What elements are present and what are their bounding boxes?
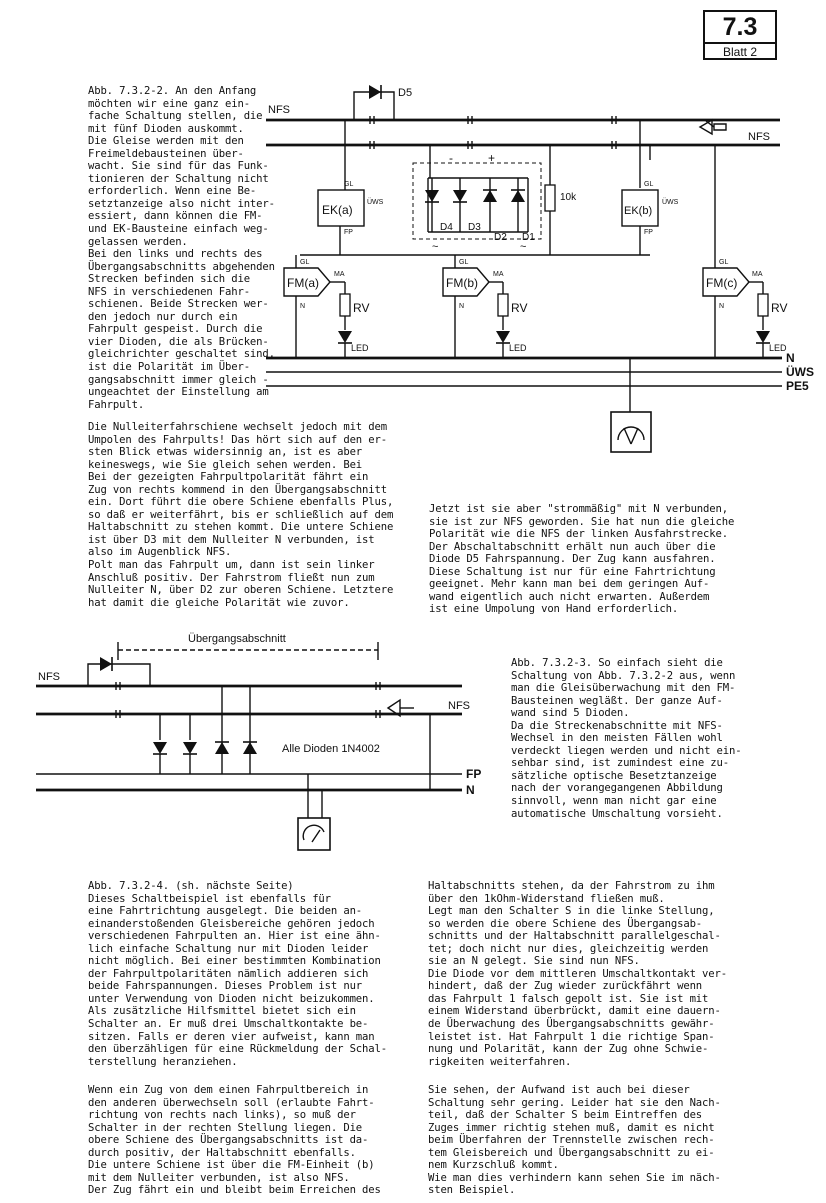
svg-text:N: N (459, 303, 465, 310)
fm-b-module (443, 255, 527, 358)
svg-text:FM(b): FM(b) (446, 276, 478, 290)
svg-text:NFS: NFS (448, 700, 470, 712)
svg-text:LED: LED (769, 343, 787, 353)
label-d5: D5 (398, 87, 413, 99)
svg-text:-: - (449, 151, 453, 165)
paragraph-haltabschnitt: Haltabschnitts stehen, da der Fahrstrom zu ihm über den 1kOhm-Widerstand fließen muß. Legt man den Schalter S in die linke Stellung, so werden die obere Schiene des Übergangsab- schnitts und der Haltabschnitt parallelgeschal- tet; doch nicht nur dies, gleichzeitig werden sie an N gelegt. Sie sind nun NFS. Die Diode vor dem mittleren Umschaltkontakt ver- hindert, daß der Zug wieder zurückfährt wenn das Fahrpult 1 falsch gepolt ist. Sie ist mit einem Widerstand überbrückt, damit eine dauern- de Überwachung des Übergangsabschnitts gewähr- leistet ist. Hat Fahrpult 1 die richtige Span- nung und Polarität, kann der Zug ohne Schwie- rigkeiten weiterfahren. (428, 880, 727, 1068)
paragraph-strommaessig: Jetzt ist sie aber "strommäßig" mit N verbunden, sie ist zur NFS geworden. Sie hat nun die gleiche Polarität wie die NFS der linken Ausfahrstrecke. Der Abschaltabschnitt erhält nun auch über die Diode D5 Fahrspannung. Der Zug kann ausfahren. Diese Schaltung ist nur für eine Fahrtrichtung geeignet. Mehr kann man bei dem geringen Auf- wand eigentlich auch nicht erwarten. Außerdem ist eine Umpolung von Hand erforderlich. (429, 503, 735, 616)
svg-text:NFS: NFS (38, 671, 60, 683)
svg-text:LED: LED (351, 343, 369, 353)
svg-text:FM(c): FM(c) (706, 276, 738, 290)
svg-text:MA: MA (334, 271, 345, 278)
svg-text:N: N (300, 303, 306, 310)
caption-fig-7-3-2-3: Abb. 7.3.2-3. So einfach sieht die Schaltung von Abb. 7.3.2-2 aus, wenn man die Gleisüberwachung mit den FM- Bausteinen wegläßt. Der ganze Auf- wand sind 5 Dioden. Da die Streckenabschnitte mit NFS- Wechsel in den meisten Fällen wohl verdeckt liegen werden und nicht ein- sehbar sind, ist zumindest eine zu- sätzliche optische Besetztanzeige nach der vorangegangenen Abbildung sinnvoll, wenn man nicht gar eine automatische Umschaltung vorsieht. (511, 657, 742, 820)
svg-text:10k: 10k (560, 192, 577, 203)
paragraph-nulleiter: Die Nulleiterfahrschiene wechselt jedoch mit dem Umpolen des Fahrpults! Das hört sich auf den er- sten Blick etwas widersinnig an, ist es aber keineswegs, wie Sie gleich sehen werden. Bei Bei der gezeigten Fahrpultpolarität fährt ein Zug von rechts kommend in den Übergangsabschnitt ein. Dort führt die obere Schiene ebenfalls Plus, so daß er weiterfährt, bis er schließlich auf dem Haltabschnitt zu stehen kommt. Die untere Schiene ist über D3 mit dem Nulleiter N verbunden, ist also im Augenblick NFS. Polt man das Fahrpult um, dann ist sein linker Anschluß positiv. Der Fahrstrom fließt nun zum Nulleiter N, über D2 zur oberen Schiene. Letztere hat damit die gleiche Polarität wie zuvor. (88, 421, 394, 609)
diagram-fig-7-3-2-2 (266, 85, 814, 452)
svg-text:MA: MA (493, 271, 504, 278)
svg-text:~: ~ (520, 241, 527, 253)
svg-text:D3: D3 (468, 222, 481, 233)
svg-text:GL: GL (719, 259, 729, 266)
caption-fig-7-3-2-2: Abb. 7.3.2-2. An den Anfang möchten wir eine ganz ein- fache Schaltung stellen, die mit fünf Dioden auskommt. Die Gleise werden mit den Freimeldebausteinen über- wacht. Sie sind für das Funk- tionieren der Schaltung nicht erforderlich. Wenn eine Be- setztanzeige also nicht inter- essiert, dann können die FM- und EK-Bausteine einfach weg- gelassen werden. Bei den links und rechts des Übergangsabschnitts abgehenden Strecken befinden sich die NFS in verschiedenen Fahr- schienen. Beide Strecken wer- den jedoch nur durch ein Fahrpult gespeist. Durch die vier Dioden, die als Brücken- gleichrichter geschaltet sind, ist die Polarität im Über- gangsabschnitt immer gleich - ungeachtet der Einstellung am Fahrpult. (88, 85, 275, 411)
fm-a-module (284, 255, 369, 358)
paragraph-aufwand: Sie sehen, der Aufwand ist auch bei dieser Schaltung sehr gering. Leider hat sie den Nach- teil, daß der Schalter S beim Eintreffen des Zuges immer richtig stehen muß, damit es nicht beim Überfahren der Trennstelle zwischen rech- tem Gleisbereich und Übergangsabschnitt zu ei- nem Kurzschluß kommt. Wie man dies verhindern kann sehen Sie im näch- sten Beispiel. (428, 1084, 721, 1197)
fm-c-module (703, 145, 787, 358)
label-uebergangsabschnitt: Übergangsabschnitt (188, 633, 286, 645)
svg-text:RV: RV (511, 301, 528, 315)
svg-text:GL: GL (344, 181, 354, 188)
svg-text:D4: D4 (440, 222, 453, 233)
svg-text:GL: GL (300, 259, 310, 266)
label-diodes: Alle Dioden 1N4002 (282, 743, 380, 755)
svg-text:PE5: PE5 (786, 379, 809, 393)
paragraph-zugwechsel: Wenn ein Zug von dem einen Fahrpultbereich in den anderen überwechseln soll (erlaubte Fahrt- richtung von rechts nach links), so muß der Schalter in der rechten Stellung liegen. Die obere Schiene des Übergangsabschnitts ist da- durch positiv, der Haltabschnitt ebenfalls. Die untere Schiene ist über die FM-Einheit (b) mit dem Nulleiter verbunden, ist also NFS. Der Zug fährt ein und bleibt beim Erreichen des (88, 1084, 381, 1197)
label-nfs-left: NFS (268, 104, 290, 116)
svg-text:RV: RV (771, 301, 788, 315)
svg-text:N: N (466, 783, 475, 797)
svg-text:+: + (488, 151, 496, 165)
svg-text:LED: LED (509, 343, 527, 353)
svg-text:FP: FP (644, 229, 653, 236)
svg-text:GL: GL (644, 181, 654, 188)
svg-text:ÜWS: ÜWS (367, 199, 384, 206)
label-nfs-right: NFS (748, 131, 770, 143)
svg-text:ÜWS: ÜWS (662, 199, 679, 206)
svg-text:FP: FP (344, 229, 353, 236)
svg-text:GL: GL (459, 259, 469, 266)
svg-text:D2: D2 (494, 232, 507, 243)
svg-text:MA: MA (752, 271, 763, 278)
svg-text:N: N (786, 351, 795, 365)
ek-b-module: EK(b) (624, 205, 653, 217)
caption-fig-7-3-2-4: Abb. 7.3.2-4. (sh. nächste Seite) Dieses Schaltbeispiel ist ebenfalls für eine Fahrtrichtung ausgelegt. Die beiden an- einanderstoßenden Gleisbereiche gehören jedoch verschiedenen Fahrpulten an. Hier ist eine ähn- lich einfache Schaltung nur mit Dioden leider nicht möglich. Bei einer bestimmten Kombination der Fahrpultpolaritäten nämlich addieren sich beide Fahrspannungen. Dieses Problem ist nur unter Verwendung von Dioden nicht beizukommen. Als zusätzliche Hilfsmittel bietet sich ein Schalter an. Er muß drei Umschaltkontakte be- sitzen. Falls er deren vier aufweist, kann man den überzähligen für eine Rückmeldung der Schal- terstellung heranziehen. (88, 880, 387, 1068)
svg-text:FP: FP (466, 767, 482, 781)
svg-text:D1: D1 (522, 232, 535, 243)
controller-icon (611, 412, 651, 452)
ek-a-module: EK(a) (322, 203, 353, 217)
diagram-fig-7-3-2-3 (36, 633, 481, 850)
svg-text:FM(a): FM(a) (287, 276, 319, 290)
svg-text:N: N (719, 303, 725, 310)
sheet-label: Blatt 2 (722, 45, 758, 59)
svg-text:RV: RV (353, 301, 370, 315)
svg-text:ÜWS: ÜWS (786, 365, 814, 379)
section-number: 7.3 (705, 12, 775, 44)
svg-text:~: ~ (432, 241, 439, 253)
